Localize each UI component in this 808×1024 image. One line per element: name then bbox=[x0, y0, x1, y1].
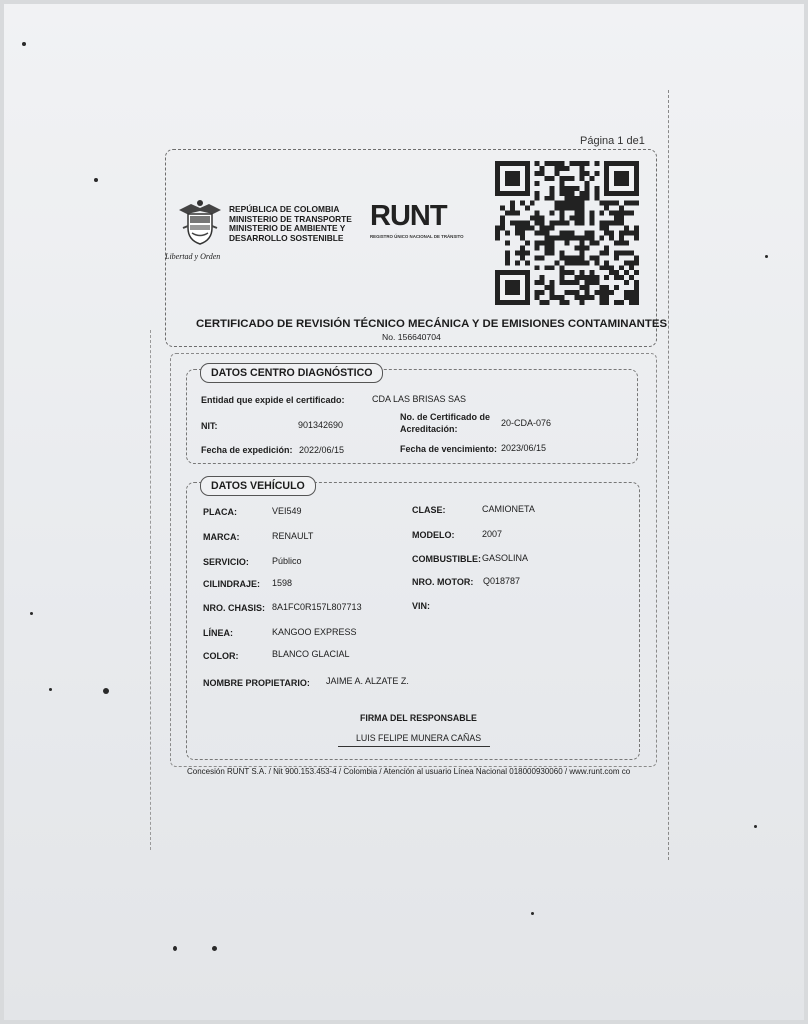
acreditacion-value: 20-CDA-076 bbox=[501, 418, 552, 428]
print-speck bbox=[22, 42, 26, 46]
modelo-label: MODELO: bbox=[412, 530, 455, 540]
qr-code-icon bbox=[495, 160, 639, 306]
vencimiento-label: Fecha de vencimiento: bbox=[400, 444, 498, 454]
clase-value: CAMIONETA bbox=[482, 504, 535, 514]
signature-title: FIRMA DEL RESPONSABLE bbox=[360, 713, 477, 723]
certificate-title: CERTIFICADO DE REVISIÓN TÉCNICO MECÁNICA Y DE EMISIONES CONTAMINANTES bbox=[196, 318, 668, 330]
placa-value: VEI549 bbox=[272, 506, 302, 516]
runt-tagline: REGISTRO ÚNICO NACIONAL DE TRÁNSITO bbox=[370, 234, 464, 239]
color-value: BLANCO GLACIAL bbox=[272, 649, 350, 659]
government-block bbox=[229, 205, 352, 243]
entidad-label: Entidad que expide el certificado: bbox=[201, 395, 345, 405]
chasis-value: 8A1FC0R157L807713 bbox=[272, 602, 362, 612]
servicio-value: Público bbox=[272, 556, 302, 566]
print-speck bbox=[765, 255, 768, 258]
vencimiento-value: 2023/06/15 bbox=[501, 443, 547, 453]
linea-value: KANGOO EXPRESS bbox=[272, 627, 357, 637]
expedicion-value: 2022/06/15 bbox=[299, 445, 345, 455]
combustible-label: COMBUSTIBLE: bbox=[412, 554, 481, 564]
linea-label: LÍNEA: bbox=[203, 628, 233, 638]
gov-line: REPÚBLICA DE COLOMBIA bbox=[229, 204, 340, 214]
print-speck bbox=[49, 688, 52, 691]
signature-line bbox=[338, 746, 490, 747]
vin-label: VIN: bbox=[412, 601, 430, 611]
motor-label: NRO. MOTOR: bbox=[412, 577, 474, 587]
signature-name: LUIS FELIPE MUNERA CAÑAS bbox=[356, 733, 482, 743]
print-speck bbox=[103, 688, 109, 694]
print-speck bbox=[531, 912, 534, 915]
page-fold-line bbox=[668, 90, 670, 860]
acreditacion-label-2: Acreditación: bbox=[400, 424, 458, 434]
acreditacion-label-1: No. de Certificado de bbox=[400, 412, 491, 422]
print-speck bbox=[94, 178, 98, 182]
cilindraje-label: CILINDRAJE: bbox=[203, 579, 261, 589]
certificate-number: No. 156640704 bbox=[382, 332, 441, 342]
page-number: Página 1 de1 bbox=[580, 135, 645, 147]
gov-line: MINISTERIO DE TRANSPORTE bbox=[229, 213, 352, 224]
marca-label: MARCA: bbox=[203, 532, 240, 542]
motto-text: Libertad y Orden bbox=[165, 252, 221, 261]
modelo-value: 2007 bbox=[482, 529, 503, 539]
motor-value: Q018787 bbox=[483, 576, 521, 586]
entidad-value: CDA LAS BRISAS SAS bbox=[372, 394, 467, 404]
centro-section-title: DATOS CENTRO DIAGNÓSTICO bbox=[200, 363, 383, 383]
runt-logo: RUNT bbox=[370, 200, 447, 232]
print-speck bbox=[173, 946, 177, 951]
print-speck bbox=[754, 825, 757, 828]
print-speck bbox=[212, 946, 217, 951]
footer-text: Concesión RUNT S.A. / Nit 900.153.453-4 / Colombia / Atención al usuario Línea Nacional 018000930060 / www.runt.com co bbox=[187, 767, 631, 776]
chasis-label: NRO. CHASIS: bbox=[203, 603, 266, 613]
vehiculo-section-title: DATOS VEHÍCULO bbox=[200, 476, 316, 496]
cilindraje-value: 1598 bbox=[272, 578, 293, 588]
clase-label: CLASE: bbox=[412, 505, 446, 515]
servicio-label: SERVICIO: bbox=[203, 557, 249, 567]
combustible-value: GASOLINA bbox=[482, 553, 529, 563]
coat-of-arms-icon bbox=[175, 198, 225, 248]
nit-label: NIT: bbox=[201, 421, 218, 431]
expedicion-label: Fecha de expedición: bbox=[201, 445, 293, 455]
marca-value: RENAULT bbox=[272, 531, 314, 541]
gov-line: DESARROLLO SOSTENIBLE bbox=[229, 232, 344, 243]
page-edge-line bbox=[150, 330, 152, 850]
propietario-value: JAIME A. ALZATE Z. bbox=[326, 676, 409, 686]
print-speck bbox=[30, 612, 33, 615]
color-label: COLOR: bbox=[203, 651, 239, 661]
propietario-label: NOMBRE PROPIETARIO: bbox=[203, 678, 310, 688]
gov-line: MINISTERIO DE AMBIENTE Y bbox=[229, 223, 346, 233]
placa-label: PLACA: bbox=[203, 507, 237, 517]
nit-value: 901342690 bbox=[298, 420, 344, 430]
